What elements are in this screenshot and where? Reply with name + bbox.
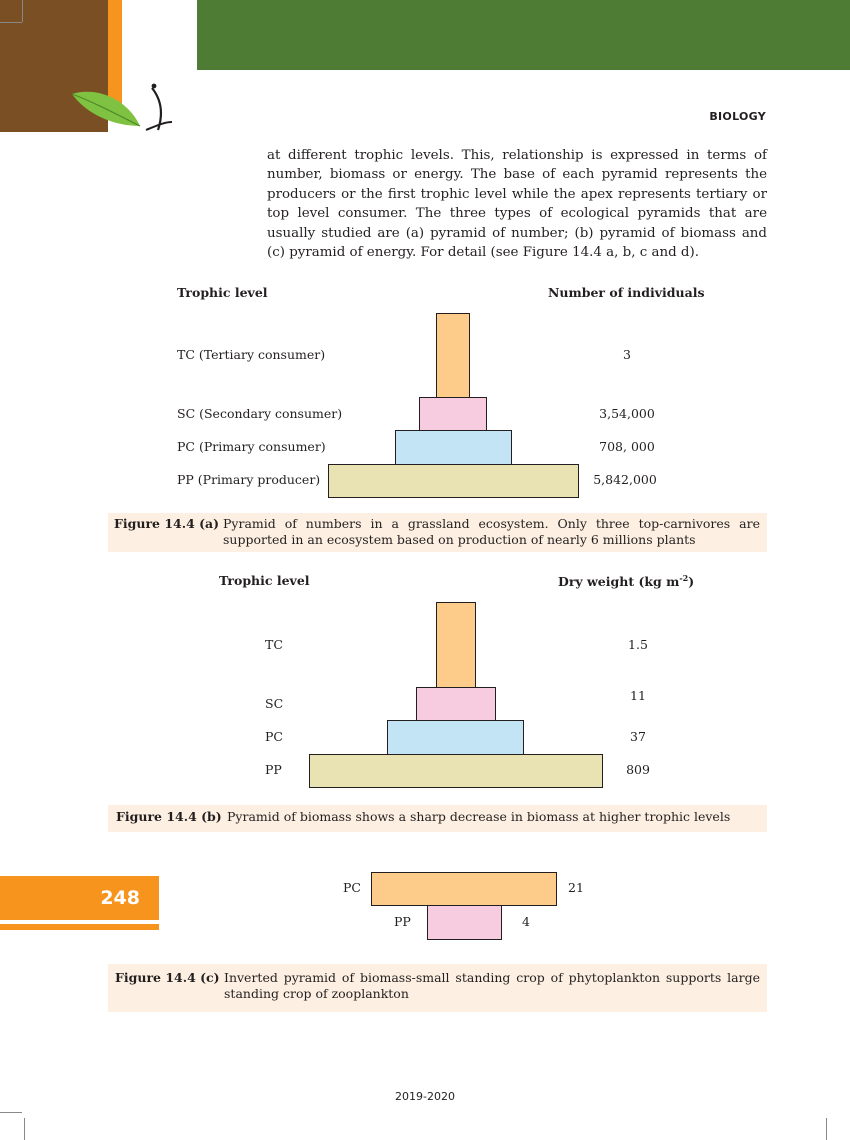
running-head: BIOLOGY xyxy=(709,110,766,123)
body-paragraph: at different trophic levels. This, relationship is expressed in terms of number, biomass or energy. The base of each pyramid represents the producers or the first trophic level while the apex represents tertiary or top level consumer. The three types of ecological pyramids that are usually studied are (a) pyramid of number; (b) pyramid of biomass and (c) pyramid of energy. For detail (see Figure 14.4 a, b, c and d). xyxy=(267,148,767,261)
fig-a-caption xyxy=(108,513,767,552)
header-green-band xyxy=(197,0,850,70)
crop-mark xyxy=(0,22,22,23)
fig-b-row-label: TC xyxy=(265,637,283,652)
fig-a-col-number: Number of individuals xyxy=(548,285,705,300)
fig-a-row-label: PC (Primary consumer) xyxy=(177,439,326,454)
fig-b-row-label: PP xyxy=(265,762,282,777)
crop-mark xyxy=(0,1112,22,1113)
fig-b-bar-pp xyxy=(309,754,603,788)
fig-b-col-dry-weight xyxy=(558,573,694,589)
fig-a-bar-pc xyxy=(395,430,512,465)
fig-a-row-value: 3,54,000 xyxy=(599,406,655,421)
fig-b-row-label: PC xyxy=(265,729,283,744)
crop-mark xyxy=(24,1118,25,1140)
fig-b-bar-pc xyxy=(387,720,524,755)
leaf-logo-icon xyxy=(68,82,178,138)
fig-a-bar-pp xyxy=(328,464,579,498)
fig-c-bar-pp xyxy=(427,905,502,940)
fig-c-row-value: 4 xyxy=(522,914,530,929)
fig-c-caption-text: Inverted pyramid of biomass-small standing crop of phytoplankton supports large standing crop of zooplankton xyxy=(224,970,760,1001)
fig-a-row-value: 708, 000 xyxy=(599,439,655,454)
fig-a-row-value: 3 xyxy=(623,347,631,362)
fig-a-bar-sc xyxy=(419,397,487,431)
fig-c-row-label: PP xyxy=(394,914,411,929)
fig-a-caption-label: Figure 14.4 (a) xyxy=(114,516,220,531)
fig-a-bar-tc xyxy=(436,313,470,398)
page-number-rule xyxy=(0,924,159,930)
fig-b-col-dry-weight-close: ) xyxy=(688,574,695,590)
fig-b-row-value: 809 xyxy=(626,762,650,777)
fig-b-col-dry-weight-exponent: -2 xyxy=(679,573,689,583)
fig-b-caption-label: Figure 14.4 (b) xyxy=(116,809,222,824)
fig-b-caption-text: Pyramid of biomass shows a sharp decrease in biomass at higher trophic levels xyxy=(227,809,731,824)
fig-c-row-value: 21 xyxy=(568,880,584,895)
fig-a-row-label: PP (Primary producer) xyxy=(177,472,321,487)
fig-a-row-label: TC (Tertiary consumer) xyxy=(177,347,326,362)
fig-a-caption-text: Pyramid of numbers in a grassland ecosystem. Only three top-carnivores are supported in an ecosystem based on production of nearly 6 millions plants xyxy=(223,516,760,547)
fig-b-row-value: 11 xyxy=(630,688,646,703)
fig-c-caption-label: Figure 14.4 (c) xyxy=(115,970,220,985)
fig-b-row-label: SC xyxy=(265,696,284,711)
footer-year: 2019-2020 xyxy=(395,1090,455,1103)
fig-b-bar-sc xyxy=(416,687,496,721)
fig-a-row-value: 5,842,000 xyxy=(593,472,657,487)
fig-c-bar-pc xyxy=(371,872,557,906)
fig-c-row-label: PC xyxy=(343,880,361,895)
crop-mark xyxy=(22,0,23,22)
fig-a-row-label: SC (Secondary consumer) xyxy=(177,406,343,421)
fig-b-col-dry-weight-text: Dry weight (kg m xyxy=(558,574,680,590)
fig-b-col-trophic-level: Trophic level xyxy=(219,573,310,588)
fig-a-col-trophic-level: Trophic level xyxy=(177,285,268,300)
fig-c-caption xyxy=(108,964,767,1012)
fig-b-row-value: 1.5 xyxy=(628,637,648,652)
page-number: 248 xyxy=(100,887,140,909)
crop-mark xyxy=(826,1118,827,1140)
fig-b-bar-tc xyxy=(436,602,476,688)
fig-b-caption xyxy=(108,805,767,832)
fig-b-row-value: 37 xyxy=(630,729,646,744)
